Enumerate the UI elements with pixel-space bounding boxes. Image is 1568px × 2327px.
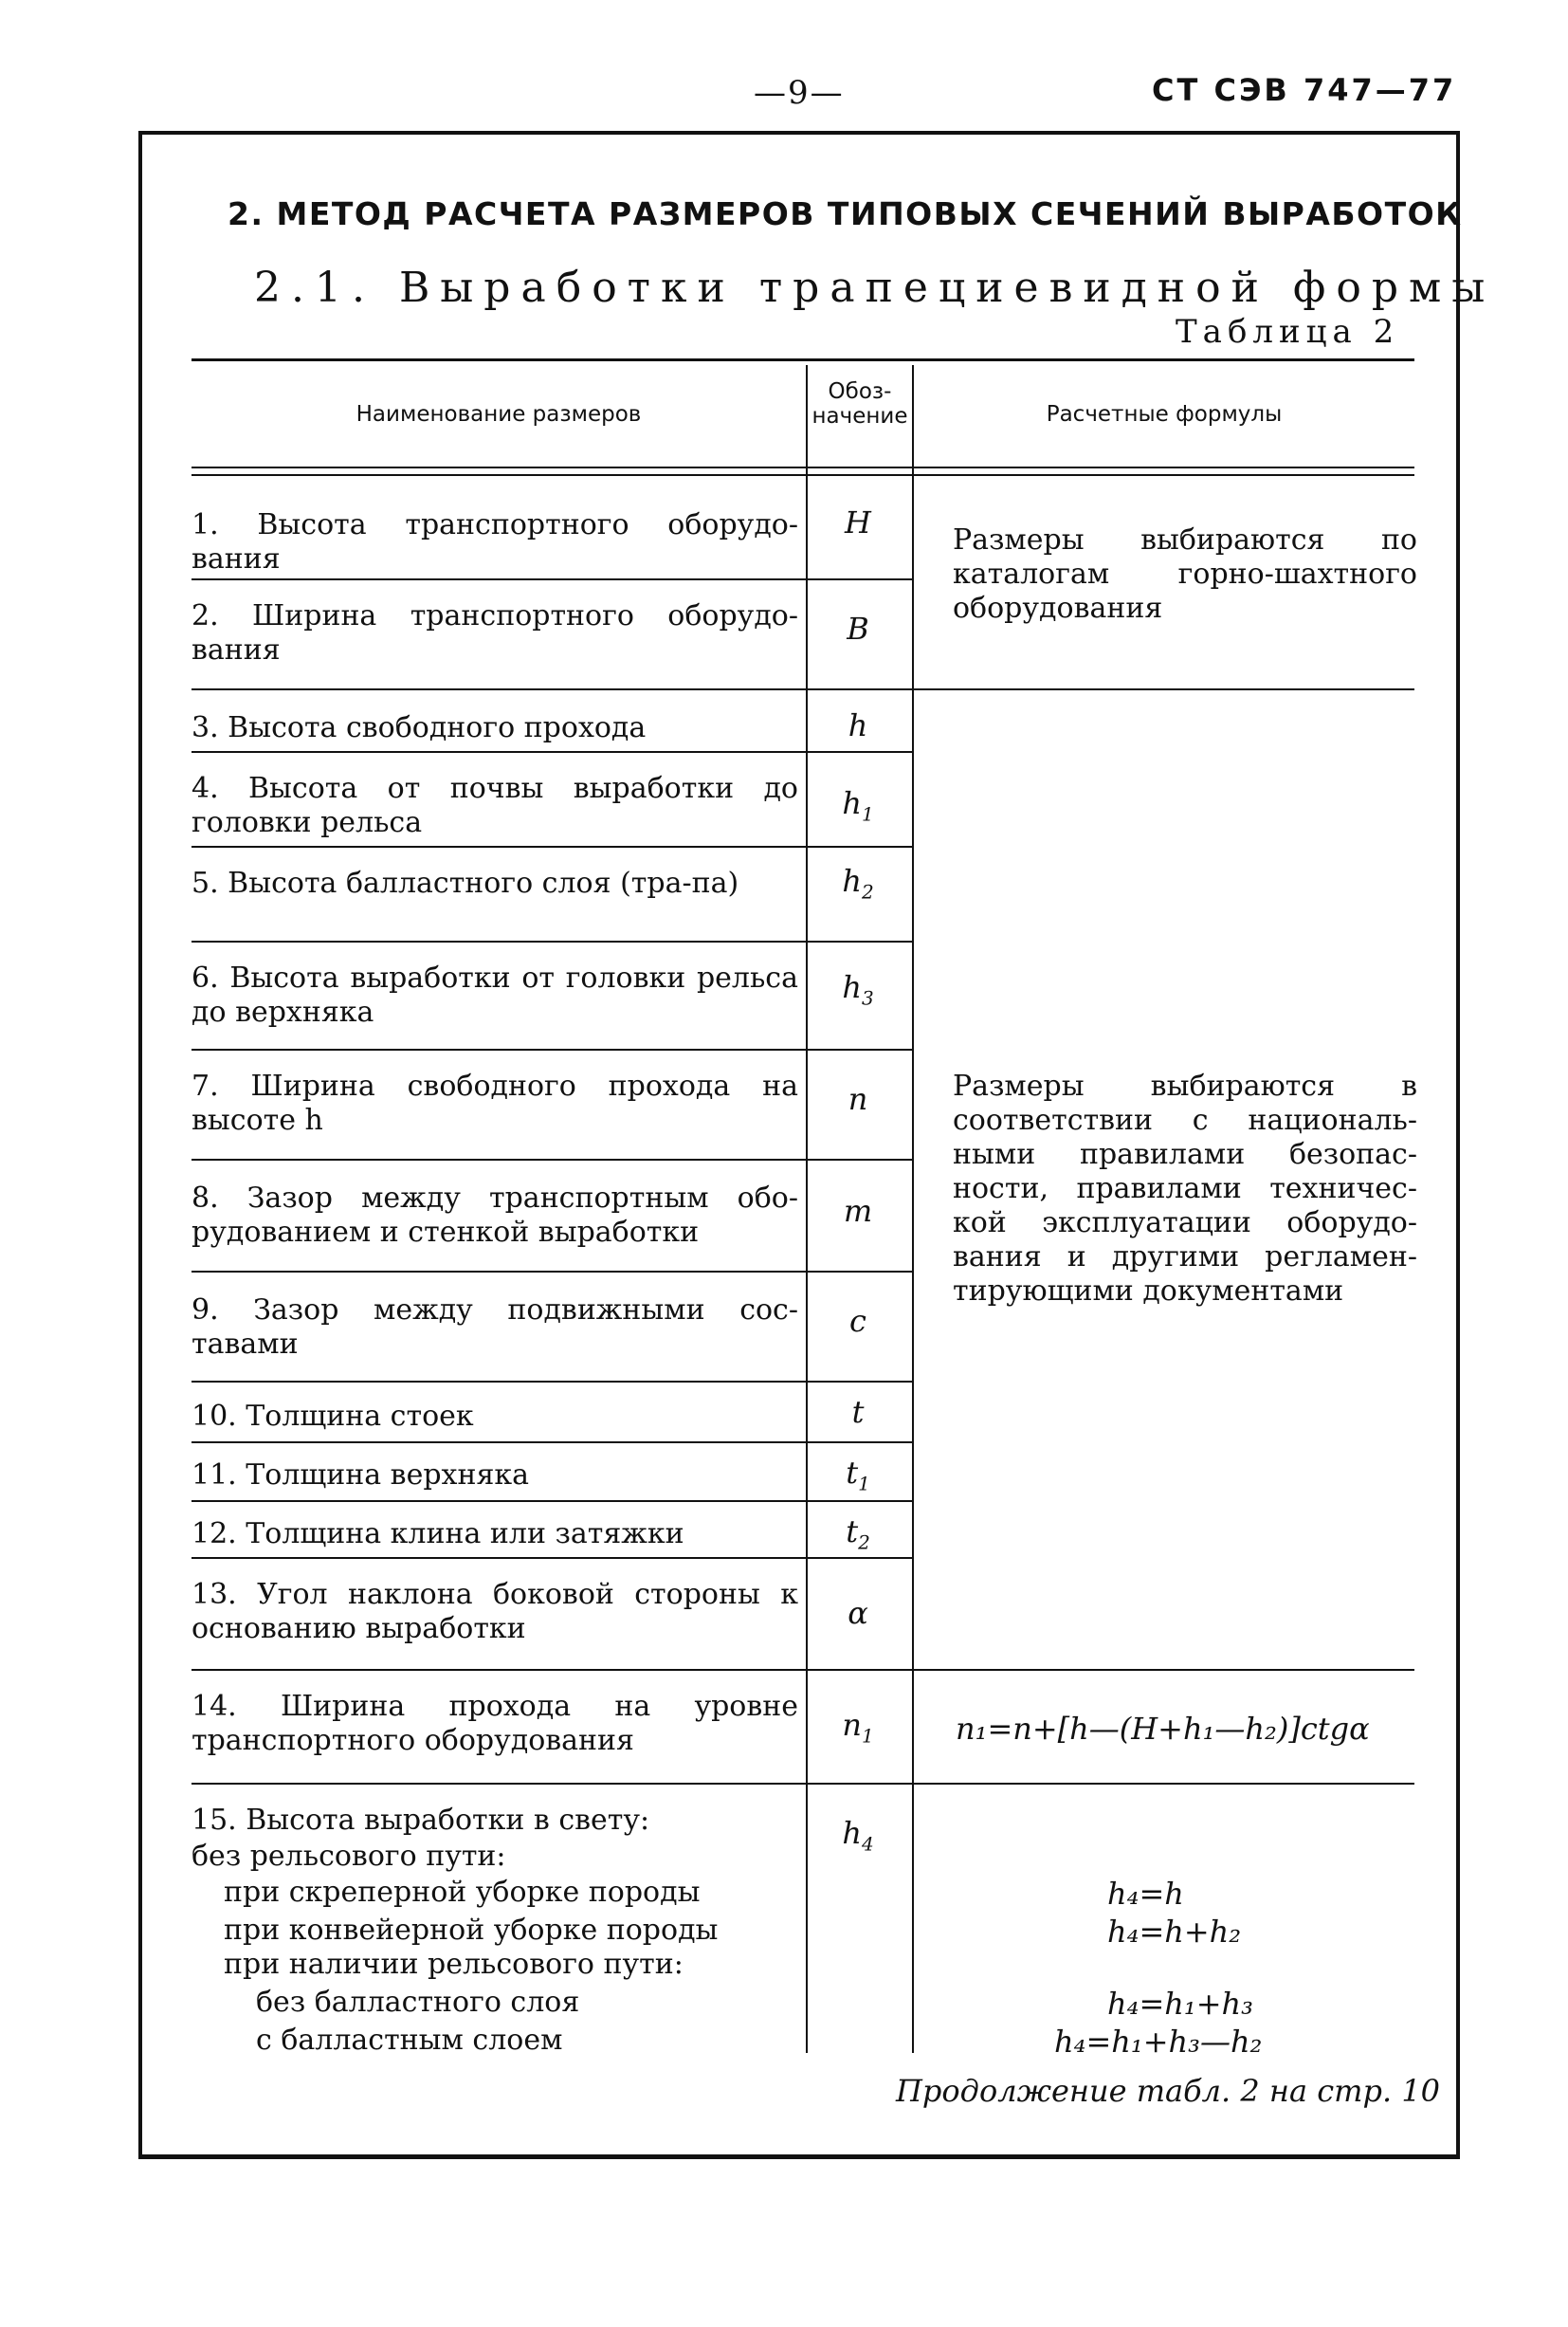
formula-row15-c: h₄=h₁+h₃ [1107, 1986, 1253, 2022]
row-rule [191, 846, 912, 848]
continuation-note: Продолжение табл. 2 на стр. 10 [896, 2073, 1441, 2109]
symbol-7-text: n [848, 1081, 868, 1117]
frame-top-border [138, 131, 1460, 135]
symbol-8 [808, 1193, 908, 1229]
symbol-2 [808, 611, 908, 647]
row-name-4: 4. Высота от почвы выработки до головки рельса [191, 772, 798, 839]
frame-bottom-border [138, 2154, 1460, 2159]
symbol-5 [808, 863, 908, 903]
header-symbol [808, 379, 912, 430]
symbol-6-sub: 3 [861, 986, 874, 1010]
row-rule [191, 1271, 912, 1273]
symbol-9 [808, 1303, 908, 1339]
row15-line-2: при скреперной уборке породы [224, 1876, 701, 1909]
symbol-4-sub: 1 [861, 802, 874, 826]
symbol-11 [808, 1455, 908, 1494]
row-name-12: 12. Толщина клина или затяжки [191, 1517, 684, 1550]
symbol-5-sub: 2 [861, 880, 874, 904]
subsection-title: 2.1. Выработки трапециевидной формы [254, 264, 1496, 312]
row-name-11: 11. Толщина верхняка [191, 1458, 530, 1492]
frame-left-border [138, 131, 142, 2158]
symbol-4 [808, 785, 908, 825]
row-name-6: 6. Высота выработки от головки рельса до верхняка [191, 962, 798, 1029]
row-name-10: 10. Толщина стоек [191, 1400, 474, 1433]
symbol-11-sub: 1 [858, 1472, 870, 1495]
symbol-15 [808, 1815, 908, 1855]
row-name-15: 15. Высота выработки в свету: [191, 1804, 650, 1837]
formula-group-2: Размеры выбираются в соответствии с националь-ными правилами безопас-ности, правилами техничес-кой эксплуатации оборудо-вания и другими регламен-тирующими документами [953, 1070, 1417, 1308]
row-name-8: 8. Зазор между транспортным обо-рудованием и стенкой выработки [191, 1182, 798, 1249]
row-name-9: 9. Зазор между подвижными сос-тавами [191, 1293, 798, 1361]
symbol-3-text: h [848, 707, 868, 743]
header-symbol-line2: начение [811, 404, 908, 430]
header-formula: Расчетные формулы [1046, 402, 1283, 427]
symbol-12 [808, 1513, 908, 1553]
formula-row15-b: h₄=h+h₂ [1107, 1914, 1242, 1950]
symbol-13-text: α [848, 1595, 868, 1631]
frame-right-border [1456, 131, 1460, 2158]
row15-line-6: с балластным слоем [256, 2024, 563, 2057]
row-name-2: 2. Ширина транспортного оборудо-вания [191, 599, 798, 667]
row-rule [191, 1557, 912, 1559]
symbol-6-text: h [842, 969, 862, 1005]
symbol-14-text: n [842, 1707, 862, 1743]
row-rule [191, 751, 912, 753]
symbol-12-text: t [846, 1513, 859, 1549]
row-name-7: 7. Ширина свободного прохода на высоте h [191, 1070, 798, 1137]
formula-group-1: Размеры выбираются по каталогам горно-шахтного оборудования [953, 523, 1417, 625]
symbol-7 [808, 1081, 908, 1117]
row15-line-1: без рельсового пути: [191, 1840, 506, 1873]
symbol-8-text: m [843, 1193, 873, 1229]
symbol-10 [808, 1394, 908, 1430]
row-rule [191, 1783, 1414, 1785]
page-number: —9— [754, 74, 845, 112]
row-name-3: 3. Высота свободного прохода [191, 711, 647, 744]
symbol-2-text: B [847, 611, 869, 647]
section-title: 2. МЕТОД РАСЧЕТА РАЗМЕРОВ ТИПОВЫХ СЕЧЕНИЙ ВЫРАБОТОК [228, 195, 1463, 232]
symbol-14 [808, 1707, 908, 1747]
symbol-6 [808, 969, 908, 1009]
row-name-1: 1. Высота транспортного оборудо-вания [191, 508, 798, 576]
symbol-12-sub: 2 [858, 1530, 870, 1554]
table-header-rule-2 [191, 474, 1414, 476]
row-rule [191, 941, 912, 943]
row-rule [191, 1669, 1414, 1671]
column-divider-2 [912, 365, 914, 2053]
table-header-rule [191, 467, 1414, 468]
row-rule [191, 1381, 912, 1383]
symbol-5-text: h [842, 863, 862, 899]
row-rule [191, 1500, 912, 1502]
symbol-4-text: h [842, 785, 862, 821]
standard-code: СТ СЭВ 747—77 [1152, 72, 1457, 108]
row-name-5: 5. Высота балластного слоя (тра-па) [191, 867, 739, 900]
symbol-10-text: t [851, 1394, 865, 1430]
row-rule [191, 688, 1414, 690]
formula-row-14: n₁=n+[h—(H+h₁—h₂)]ctgα [956, 1711, 1370, 1747]
formula-row15-a: h₄=h [1107, 1876, 1184, 1912]
symbol-15-sub: 4 [861, 1832, 874, 1856]
symbol-9-text: c [849, 1303, 866, 1339]
row15-line-3: при конвейерной уборке породы [224, 1914, 719, 1947]
header-symbol-line1: Обоз- [828, 379, 892, 404]
row-rule [191, 1049, 912, 1051]
table-label: Таблица 2 [1176, 313, 1400, 351]
row-rule [191, 1441, 912, 1443]
row-rule [191, 578, 912, 580]
symbol-14-sub: 1 [861, 1724, 874, 1748]
symbol-1-text: H [845, 504, 871, 541]
row15-line-4: при наличии рельсового пути: [224, 1948, 684, 1981]
symbol-15-text: h [842, 1815, 862, 1851]
table-top-rule [191, 358, 1414, 361]
symbol-1 [808, 504, 908, 541]
formula-row15-d: h₄=h₁+h₃—h₂ [1054, 2024, 1263, 2060]
header-name: Наименование размеров [356, 402, 642, 427]
row-name-14: 14. Ширина прохода на уровне транспортного оборудования [191, 1690, 798, 1757]
row15-line-5: без балластного слоя [256, 1986, 580, 2019]
row-rule [191, 1159, 912, 1161]
row-name-13: 13. Угол наклона боковой стороны к основанию выработки [191, 1578, 798, 1645]
symbol-11-text: t [846, 1455, 859, 1491]
symbol-3 [808, 707, 908, 743]
symbol-13 [808, 1595, 908, 1631]
